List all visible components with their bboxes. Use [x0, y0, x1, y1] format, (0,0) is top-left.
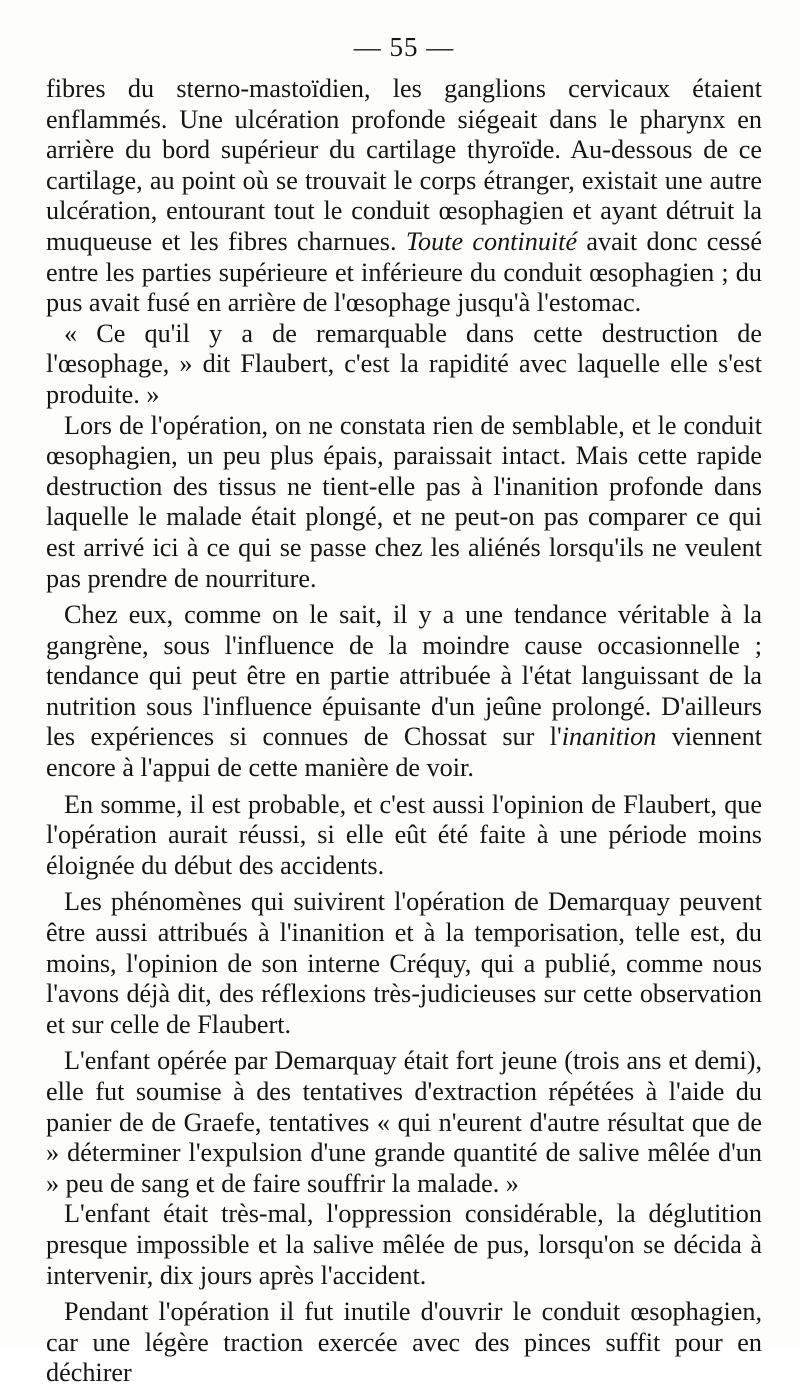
paragraph-text: Lors de l'opération, on ne constata rien de semblable, et le conduit œsophagien, un peu plus épais, paraissait intact. Mais cette rapide destruction des tissus ne tient-elle pas à l'inanition profonde dans laquelle le malade était plongé, et ne peut-on pas comparer ce qui est arrivé ici à ce qui se passe chez les aliénés lorsqu'ils ne veulent pas prendre de nourriture. [46, 410, 762, 593]
page-number: — 55 — [353, 32, 455, 62]
paragraph [46, 74, 762, 319]
paragraph [46, 1046, 762, 1199]
paragraph [46, 600, 762, 784]
paragraph-text: Pendant l'opération il fut inutile d'ouvrir le conduit œsophagien, car une légère traction exercée avec des pinces suffit pour en déchirer [46, 1297, 762, 1388]
paragraph-text: Les phénomènes qui suivirent l'opération de Demarquay peuvent être aussi attribués à l'inanition et à la temporisation, telle est, du moins, l'opinion de son interne Créquy, qui a publié, comme nous l'avons déjà dit, des réflexions très-judicieuses sur cette observation et sur celle de Flaubert. [46, 887, 762, 1039]
paragraph [46, 887, 762, 1040]
paragraph [46, 790, 762, 882]
paragraph-text: En somme, il est probable, et c'est aussi l'opinion de Flaubert, que l'opération aurait réussi, si elle eût été faite à une période moins éloignée du début des accidents. [46, 789, 762, 880]
paragraph-quote [46, 319, 762, 411]
paragraph [46, 1297, 762, 1389]
paragraph-text: viennent encore à l'appui de cette manière de voir. [46, 722, 762, 783]
paragraph-text: L'enfant opérée par Demarquay était fort jeune (trois ans et demi), elle fut soumise à des tentatives d'extraction répétées à l'aide du panier de de Graefe, tentatives « qui n'eurent d'autre résultat que de » déterminer l'expulsion d'une grande quantité de salive mêlée d'un » peu de sang et de faire souffrir la malade. » [46, 1046, 762, 1198]
paragraph-text: Chez eux, comme on le sait, il y a une tendance véritable à la gangrène, sous l'influence de la moindre cause occasionnelle ; tendance qui peut être en partie attribuée à l'état languissant de la nutrition sous l'influence épuisante d'un jeûne prolongé. D'ailleurs les expériences si connues de Chossat sur l' [46, 600, 762, 752]
paragraph-text: L'enfant était très-mal, l'oppression considérable, la déglutition presque impossible et la salive mêlée de pus, lorsqu'on se décida à intervenir, dix jours après l'accident. [46, 1199, 762, 1290]
italic-phrase: Toute continuité [405, 226, 578, 256]
italic-phrase: inanition [561, 722, 657, 752]
paragraph [46, 1199, 762, 1291]
paragraph [46, 411, 762, 595]
paragraph-text: fibres du sterno-mastoïdien, les ganglions cervicaux étaient enflammés. Une ulcération profonde siégeait dans le pharynx en arrière du bord supérieur du cartilage thyroïde. Au-dessous de ce cartilage, au point où se trouvait le corps étranger, existait une autre ulcération, entourant tout le conduit œsophagien et ayant détruit la muqueuse et les fibres charnues. [46, 74, 762, 256]
body-text [46, 74, 762, 1389]
paragraph-text: avait donc cessé entre les parties supérieure et inférieure du conduit œsophagien ; du pus avait fusé en arrière de l'œsophage jusqu'à l'estomac. [46, 226, 762, 318]
paragraph-text: « Ce qu'il y a de remarquable dans cette destruction de l'œsophage, » dit Flaubert, c'est la rapidité avec laquelle elle s'est produite. » [46, 318, 762, 409]
